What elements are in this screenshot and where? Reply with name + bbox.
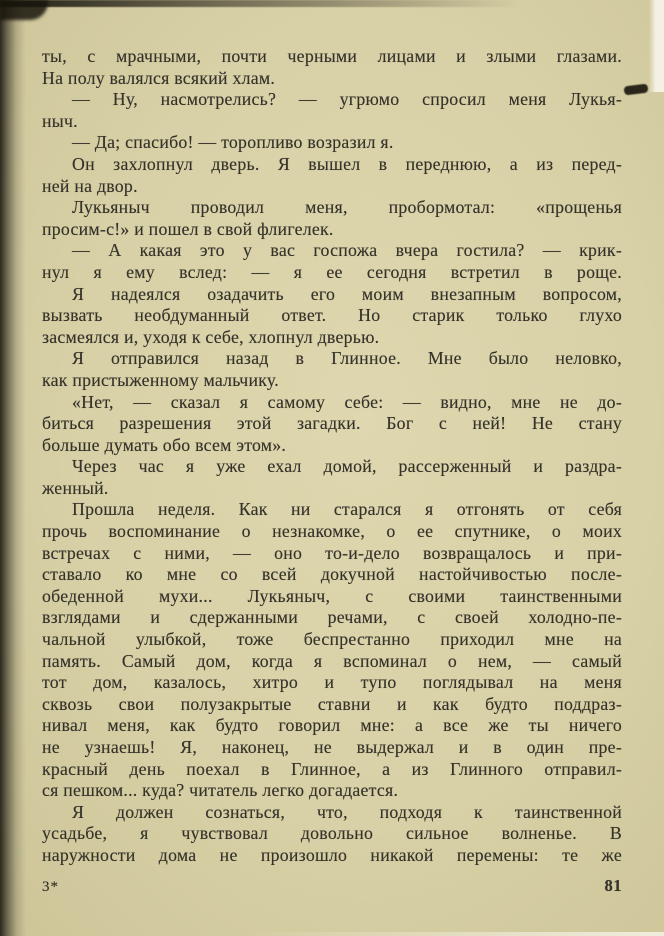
text-line: ставало ко мне со всей докучной настойчивостью после- — [42, 564, 622, 585]
text-line: женный. — [42, 477, 109, 498]
text-line: нул я ему вслед: — я ее сегодня встретил в роще. — [42, 261, 622, 282]
text-line: ты, с мрачными, почти черными лицами и злыми глазами. — [42, 46, 622, 66]
body-text-block — [42, 46, 622, 867]
text-line: Прошла неделя. Как ни старался я отгонять от себя — [72, 499, 622, 520]
text-line: тот дом, казалось, хитро и тупо поглядывал на меня — [42, 672, 622, 693]
text-line: нивал меня, как будто говорил мне: а все же ты ничего — [42, 715, 622, 736]
text-line: просим-с!» и пошел в свой флигелек. — [42, 218, 334, 239]
scan-shadow-left-edge — [0, 0, 26, 936]
text-line: Я отправился назад в Глинное. Мне было неловко, — [72, 348, 622, 369]
text-line: усадьбе, я чувствовал довольно сильное волненье. В — [42, 823, 622, 844]
page-footer — [42, 876, 622, 896]
text-line: обеденной мухи... Лукьяныч, с своими таинственными — [42, 585, 622, 606]
text-line: ныч. — [42, 110, 78, 131]
text-line: засмеялся и, уходя к себе, хлопнул дверью. — [42, 326, 380, 347]
text-line: Через час я уже ехал домой, рассерженный и раздра- — [72, 456, 622, 477]
text-line: больше думать обо всем этом». — [42, 434, 287, 455]
text-line: чальной улыбкой, тоже беспрестанно приходил мне на — [42, 629, 622, 650]
text-line: — А какая это у вас госпожа вчера гостила? — крик- — [72, 240, 622, 261]
text-line: прочь воспоминание о незнакомке, о ее спутнике, о моих — [42, 521, 622, 542]
text-line: сквозь свои полузакрытые ставни и как будто поддраз- — [42, 693, 622, 714]
text-line: взглядами и сдержанными речами, с своей холодно-пе- — [42, 607, 622, 628]
text-line: красный день поехал в Глинное, а из Глинного отправил- — [42, 758, 622, 779]
text-line: Лукьяныч проводил меня, пробормотал: «прощенья — [72, 197, 622, 218]
ink-smudge-mark — [624, 84, 649, 96]
text-line: Он захлопнул дверь. Я вышел в переднюю, а из перед- — [72, 153, 622, 174]
text-line: как пристыженному мальчику. — [42, 369, 279, 390]
text-line: не узнаешь! Я, наконец, не выдержал и в один пре- — [42, 737, 622, 757]
text-line: «Нет, — сказал я самому себе: — видно, мне не до- — [72, 391, 622, 412]
text-line: ся пешком... куда? читатель легко догадается. — [42, 780, 399, 801]
scan-shadow-top-left-corner — [0, 0, 48, 20]
paper-edge-highlight-bottom — [244, 932, 664, 936]
page-number: 81 — [604, 876, 622, 895]
text-line: вызвать необдуманный ответ. Но старик только глухо — [42, 305, 622, 326]
text-line: память. Самый дом, когда я вспоминал о нем, — самый — [42, 650, 622, 671]
text-line: наружности дома не произошло никакой перемены: те же — [42, 844, 622, 865]
text-line: — Да; спасибо! — торопливо возразил я. — [72, 132, 394, 153]
text-line: Я должен сознаться, что, подходя к таинственной — [72, 801, 622, 822]
text-line: встречах с ними, — оно то-и-дело возвращалось и при- — [42, 542, 622, 563]
text-line: — Ну, насмотрелись? — угрюмо спросил меня Лукья- — [72, 89, 622, 110]
paper-edge-highlight-top-right — [649, 0, 664, 92]
text-line: Я надеялся озадачить его моим внезапным вопросом, — [72, 283, 622, 304]
text-line: На полу валялся всякий хлам. — [42, 67, 276, 88]
scan-shadow-top-edge — [0, 0, 520, 7]
signature-mark: 3* — [42, 879, 59, 895]
text-line: ней на двор. — [42, 175, 138, 196]
text-line: биться разрешения этой загадки. Бог с ней! Не стану — [42, 413, 622, 434]
